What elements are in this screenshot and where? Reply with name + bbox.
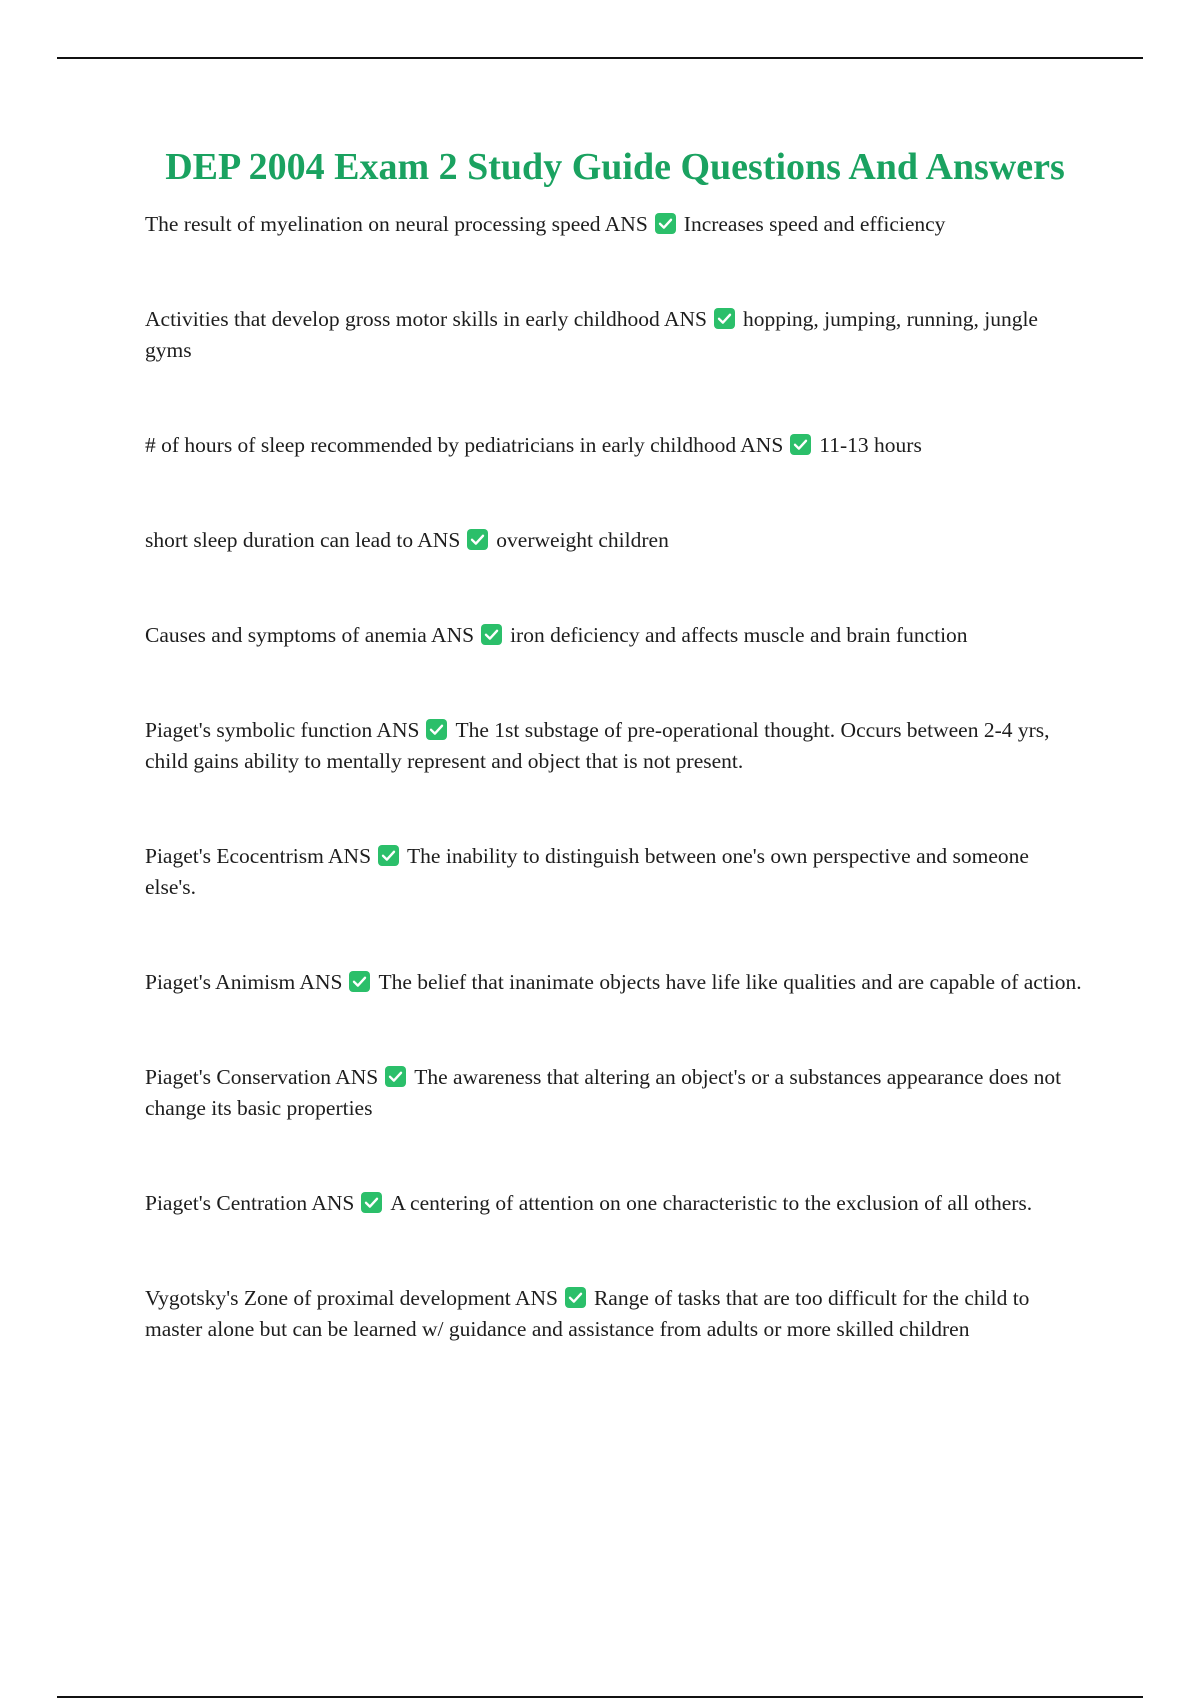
- qa-item: [145, 841, 1085, 903]
- question-text: Piaget's Centration: [145, 1191, 308, 1215]
- answer-text: The belief that inanimate objects have life like qualities and are capable of action.: [378, 970, 1082, 994]
- ans-label: ANS: [328, 844, 372, 868]
- answer-text: The 1st substage of pre-operational thought. Occurs between 2-4 yrs, child gains ability to mentally represent and object that is not present.: [145, 718, 1050, 773]
- qa-item: [145, 1188, 1085, 1219]
- answer-text: overweight children: [496, 528, 669, 552]
- question-text: Piaget's symbolic function: [145, 718, 373, 742]
- qa-item: [145, 209, 1085, 240]
- qa-item: [145, 430, 1085, 461]
- qa-item: [145, 715, 1085, 777]
- check-mark-icon: [385, 1066, 406, 1087]
- answer-text: The inability to distinguish between one's own perspective and someone else's.: [145, 844, 1029, 899]
- answer-text: The awareness that altering an object's or a substances appearance does not change its basic properties: [145, 1065, 1062, 1120]
- question-text: The result of myelination on neural processing speed: [145, 212, 601, 236]
- ans-label: ANS: [311, 1191, 355, 1215]
- page-title: DEP 2004 Exam 2 Study Guide Questions And Answers: [165, 146, 1065, 188]
- answer-text: Range of tasks that are too difficult for the child to master alone but can be learned w/ guidance and assistance from adults or more skilled children: [145, 1286, 1030, 1341]
- qa-item: [145, 304, 1085, 366]
- question-text: Vygotsky's Zone of proximal development: [145, 1286, 511, 1310]
- question-text: Piaget's Animism: [145, 970, 296, 994]
- question-text: # of hours of sleep recommended by pediatricians in early childhood: [145, 433, 737, 457]
- answer-text: iron deficiency and affects muscle and brain function: [510, 623, 968, 647]
- check-mark-icon: [426, 719, 447, 740]
- ans-label: ANS: [335, 1065, 379, 1089]
- check-mark-icon: [714, 308, 735, 329]
- question-text: short sleep duration can lead to: [145, 528, 414, 552]
- check-mark-icon: [481, 624, 502, 645]
- qa-item: [145, 1062, 1085, 1124]
- question-text: Piaget's Ecocentrism: [145, 844, 324, 868]
- check-mark-icon: [565, 1287, 586, 1308]
- ans-label: ANS: [299, 970, 343, 994]
- bottom-divider: [57, 1696, 1143, 1698]
- qa-item: [145, 620, 1085, 651]
- ans-label: ANS: [431, 623, 475, 647]
- ans-label: ANS: [417, 528, 461, 552]
- ans-label: ANS: [604, 212, 648, 236]
- ans-label: ANS: [740, 433, 784, 457]
- qa-item: [145, 967, 1085, 998]
- answer-text: Increases speed and efficiency: [683, 212, 946, 236]
- check-mark-icon: [349, 971, 370, 992]
- question-text: Piaget's Conservation: [145, 1065, 332, 1089]
- answer-text: 11-13 hours: [819, 433, 922, 457]
- check-mark-icon: [790, 434, 811, 455]
- qa-item: [145, 1283, 1085, 1345]
- ans-label: ANS: [663, 307, 707, 331]
- ans-label: ANS: [514, 1286, 558, 1310]
- check-mark-icon: [378, 845, 399, 866]
- answer-text: A centering of attention on one characteristic to the exclusion of all others.: [390, 1191, 1033, 1215]
- question-text: Activities that develop gross motor skills in early childhood: [145, 307, 660, 331]
- qa-item: [145, 525, 1085, 556]
- question-text: Causes and symptoms of anemia: [145, 623, 427, 647]
- document-body: [145, 142, 1085, 1409]
- check-mark-icon: [655, 213, 676, 234]
- check-mark-icon: [467, 529, 488, 550]
- answer-text: hopping, jumping, running, jungle gyms: [145, 307, 1038, 362]
- check-mark-icon: [361, 1192, 382, 1213]
- top-divider: [57, 57, 1143, 59]
- ans-label: ANS: [376, 718, 420, 742]
